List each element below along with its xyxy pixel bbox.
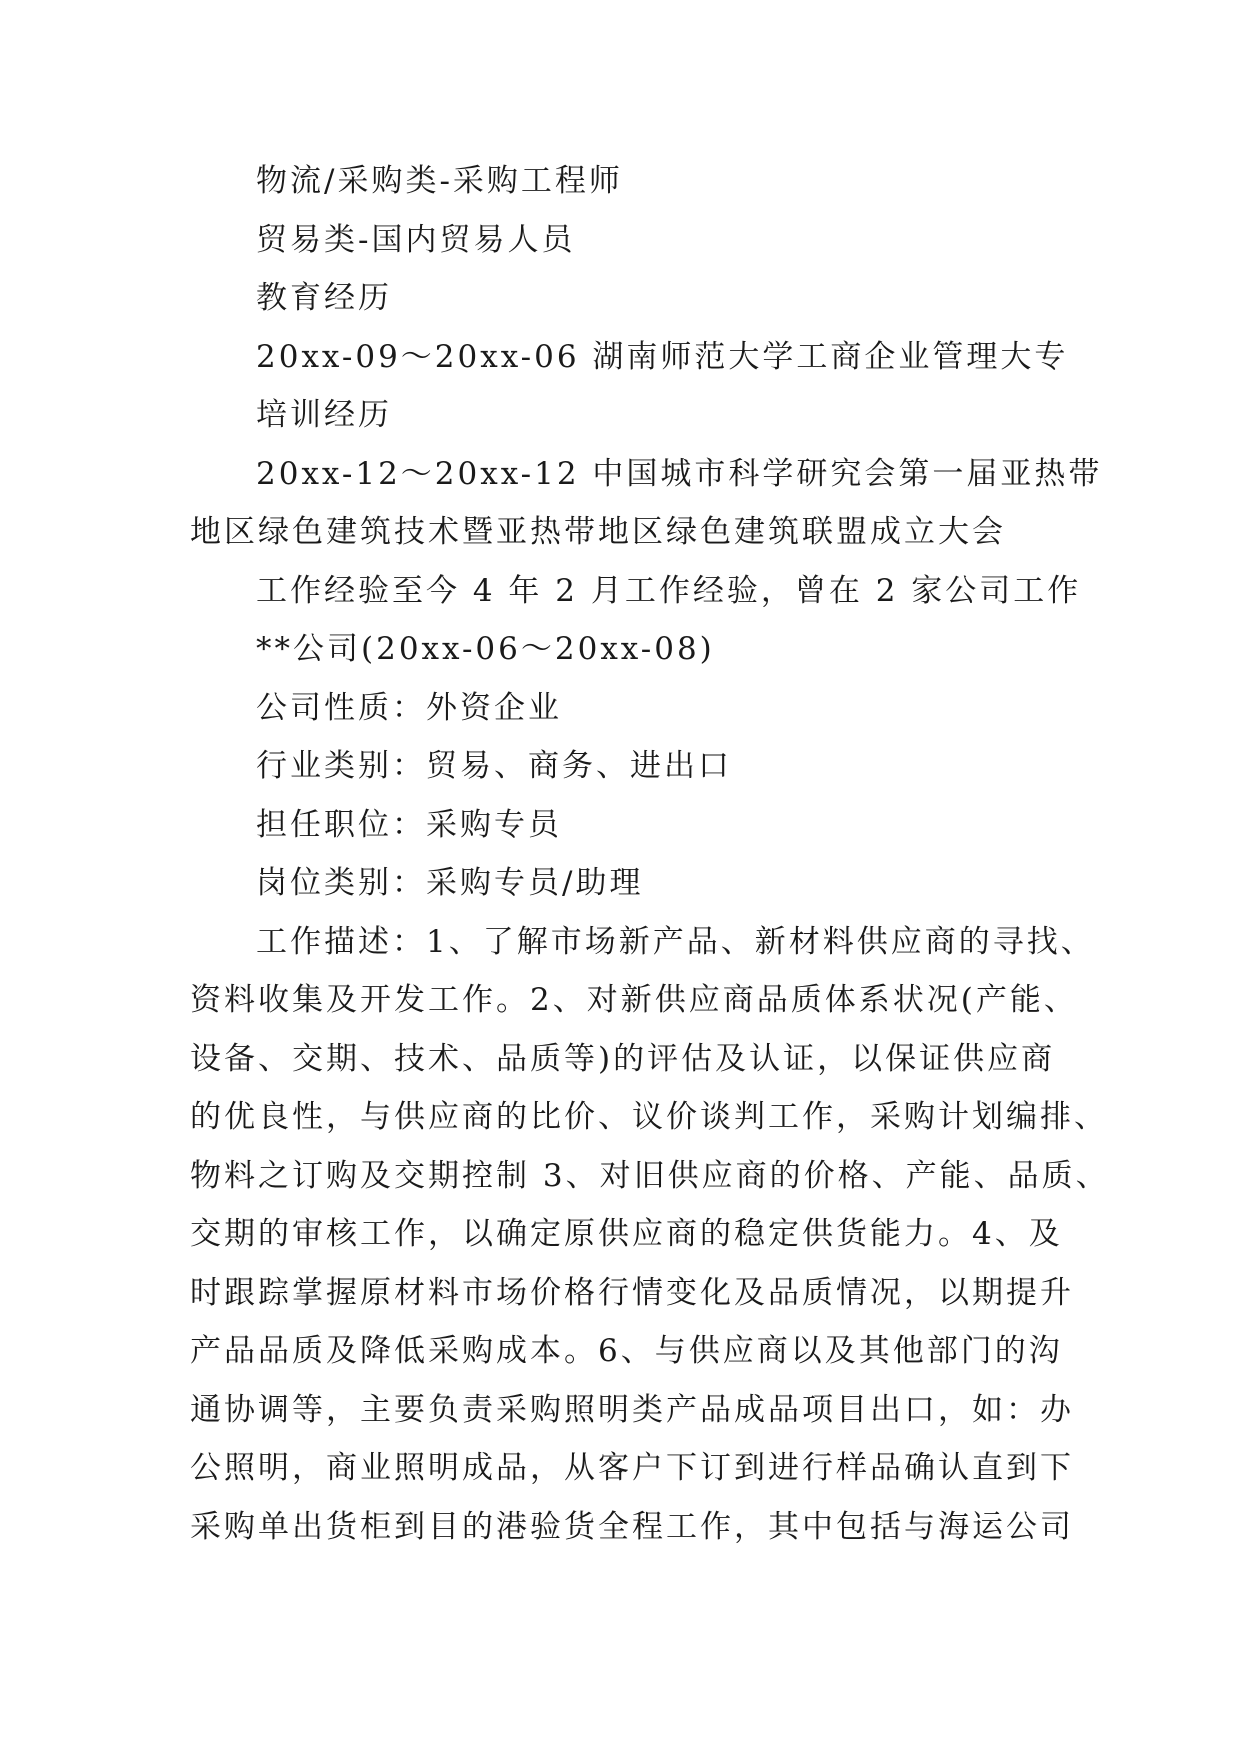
text-line: 地区绿色建筑技术暨亚热带地区绿色建筑联盟成立大会	[190, 514, 1006, 550]
text-line: 交期的审核工作，以确定原供应商的稳定供货能力。4、及	[190, 1216, 1063, 1252]
text-line: 行业类别：贸易、商务、进出口	[256, 748, 732, 784]
text-line: 担任职位：采购专员	[256, 806, 562, 843]
text-line: 工作经验至今 4 年 2 月工作经验，曾在 2 家公司工作	[256, 572, 1082, 609]
text-line: 资料收集及开发工作。2、对新供应商品质体系状况(产能、	[190, 982, 1078, 1018]
text-line: 20xx-12～20xx-12 中国城市科学研究会第一届亚热带	[256, 455, 1103, 492]
text-line: 公照明，商业照明成品，从客户下订到进行样品确认直到下	[190, 1450, 1074, 1486]
text-line: 通协调等，主要负责采购照明类产品成品项目出口，如：办	[190, 1391, 1074, 1428]
text-line: 岗位类别：采购专员/助理	[256, 865, 644, 901]
section-heading: 培训经历	[256, 397, 392, 433]
text-line: 物流/采购类-采购工程师	[256, 163, 623, 199]
text-line: 公司性质：外资企业	[256, 689, 562, 726]
text-line: 20xx-09～20xx-06 湖南师范大学工商企业管理大专	[256, 338, 1069, 375]
section-heading: 教育经历	[256, 280, 392, 316]
text-line: 时跟踪掌握原材料市场价格行情变化及品质情况，以期提升	[190, 1274, 1074, 1311]
text-line: 采购单出货柜到目的港验货全程工作，其中包括与海运公司	[190, 1508, 1074, 1545]
text-line: 设备、交期、技术、品质等)的评估及认证，以保证供应商	[190, 1040, 1056, 1077]
text-line: 工作描述：1、了解市场新产品、新材料供应商的寻找、	[256, 923, 1095, 960]
text-line: 产品品质及降低采购成本。6、与供应商以及其他部门的沟	[190, 1333, 1063, 1369]
text-line: 的优良性，与供应商的比价、议价谈判工作，采购计划编排、	[190, 1099, 1108, 1135]
text-line: **公司(20xx-06～20xx-08)	[256, 631, 715, 667]
text-line: 物料之订购及交期控制 3、对旧供应商的价格、产能、品质、	[190, 1157, 1110, 1194]
text-line: 贸易类-国内贸易人员	[256, 221, 576, 258]
document-body	[190, 152, 1110, 1556]
